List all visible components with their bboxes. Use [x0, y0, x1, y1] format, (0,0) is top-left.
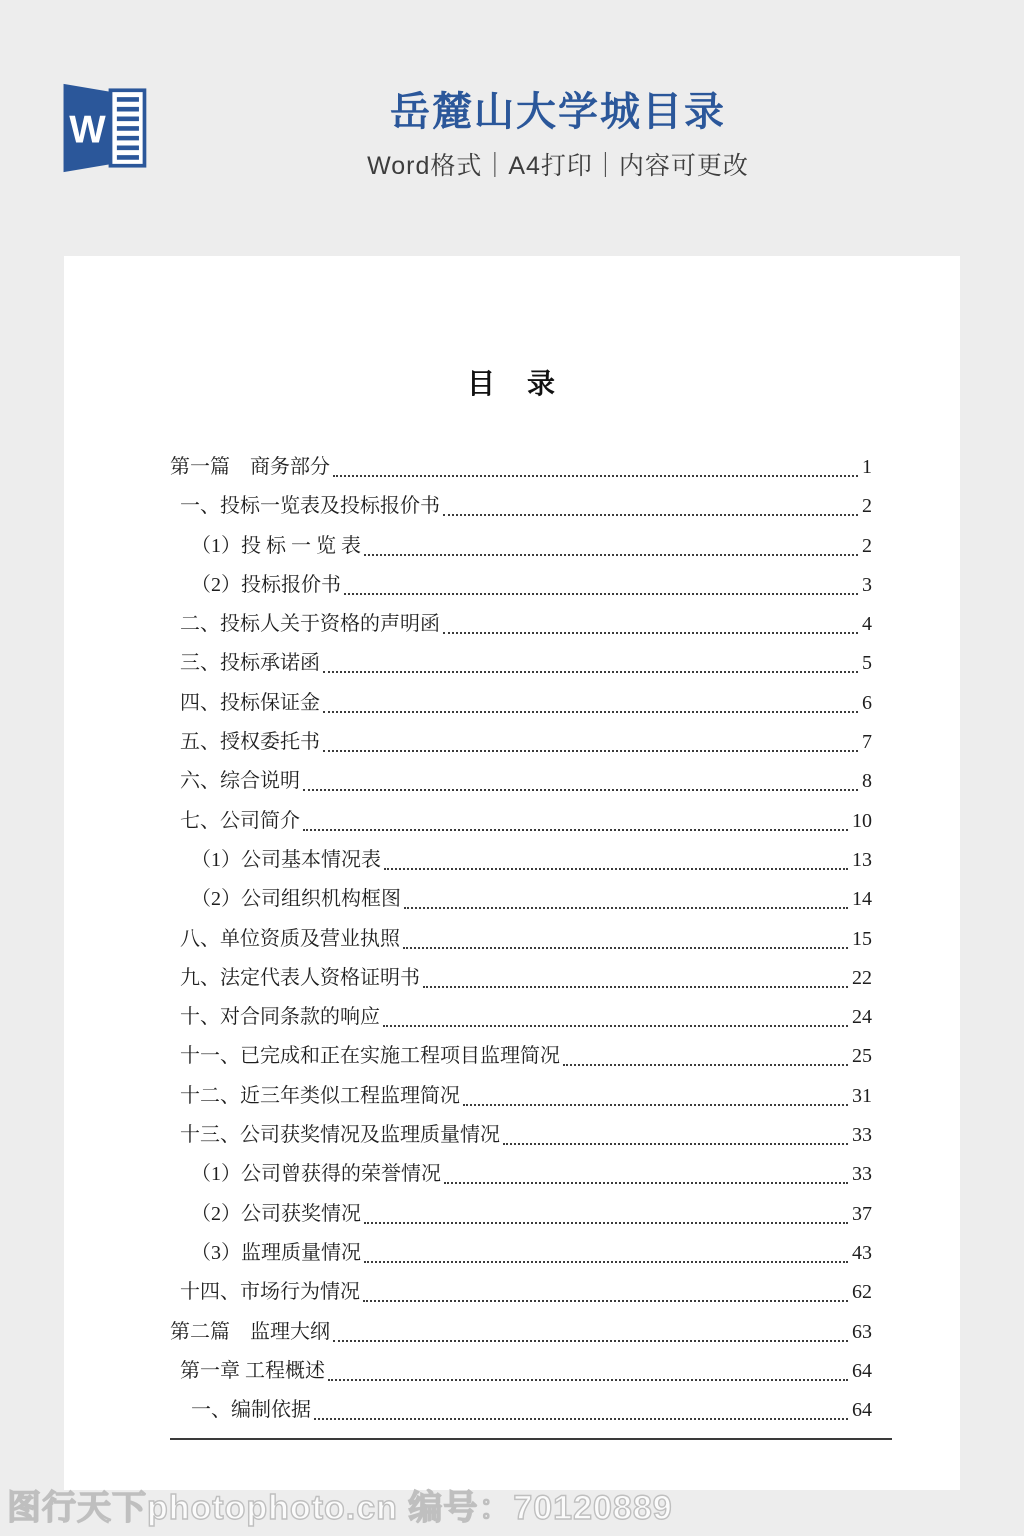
- page-title: 岳麓山大学城目录: [389, 90, 726, 134]
- toc-entry: [170, 1273, 872, 1312]
- footer-separator-line: [170, 1438, 892, 1440]
- toc-entry: [170, 1313, 872, 1352]
- toc-entry-page-number: 8: [862, 770, 872, 793]
- toc-entry-page-number: 5: [862, 652, 872, 675]
- toc-entry-page-number: 37: [852, 1202, 872, 1225]
- watermark-text: 图行天下photophoto.cn 编号：70120889: [7, 1489, 673, 1527]
- toc-entry-page-number: 2: [862, 534, 872, 557]
- toc-entry: [170, 880, 872, 919]
- toc-entry-label: 第一章 工程概述: [180, 1359, 325, 1382]
- toc-entry-label: 十三、公司获奖情况及监理质量情况: [180, 1124, 500, 1147]
- toc-list: [64, 448, 960, 1430]
- toc-entry: [170, 998, 872, 1037]
- toc-entry: [170, 1391, 872, 1430]
- toc-dot-leader: [344, 566, 858, 595]
- toc-entry-page-number: 63: [852, 1320, 872, 1343]
- toc-entry-page-number: 6: [862, 691, 872, 714]
- toc-dot-leader: [444, 1155, 848, 1184]
- toc-dot-leader: [563, 1037, 848, 1066]
- toc-entry-page-number: 64: [852, 1399, 872, 1422]
- toc-entry-label: 六、综合说明: [180, 770, 300, 793]
- toc-dot-leader: [323, 644, 858, 673]
- toc-dot-leader: [333, 448, 858, 477]
- toc-dot-leader: [443, 605, 858, 634]
- toc-entry-page-number: 24: [852, 1006, 872, 1029]
- toc-entry-page-number: 64: [852, 1359, 872, 1382]
- toc-dot-leader: [364, 1234, 848, 1263]
- toc-entry: [170, 1195, 872, 1234]
- toc-entry-label: 七、公司简介: [180, 809, 300, 832]
- toc-entry-page-number: 2: [862, 495, 872, 518]
- toc-entry-label: 五、授权委托书: [180, 731, 320, 754]
- toc-entry: [170, 802, 872, 841]
- toc-entry-label: 八、单位资质及营业执照: [180, 927, 400, 950]
- toc-dot-leader: [463, 1077, 848, 1106]
- toc-entry: [170, 527, 872, 566]
- toc-entry-page-number: 25: [852, 1045, 872, 1068]
- toc-dot-leader: [364, 527, 858, 556]
- toc-entry: [170, 723, 872, 762]
- toc-dot-leader: [323, 684, 858, 713]
- toc-entry-page-number: 15: [852, 927, 872, 950]
- toc-entry-label: 十四、市场行为情况: [180, 1281, 360, 1304]
- toc-heading: 目 录: [466, 369, 557, 400]
- toc-entry-page-number: 33: [852, 1124, 872, 1147]
- toc-entry-page-number: 31: [852, 1084, 872, 1107]
- toc-entry-page-number: 43: [852, 1241, 872, 1264]
- toc-dot-leader: [328, 1352, 848, 1381]
- toc-entry-page-number: 33: [852, 1163, 872, 1186]
- toc-entry: [170, 605, 872, 644]
- toc-dot-leader: [303, 762, 858, 791]
- toc-entry-label: 一、编制依据: [191, 1399, 311, 1422]
- header-banner: [0, 0, 1024, 256]
- page-subtitle: Word格式｜A4打印｜内容可更改: [367, 152, 749, 180]
- toc-entry-page-number: 13: [852, 848, 872, 871]
- toc-dot-leader: [323, 723, 858, 752]
- toc-entry: [170, 1234, 872, 1273]
- toc-entry-page-number: 7: [862, 731, 872, 754]
- toc-entry: [170, 644, 872, 683]
- toc-dot-leader: [503, 1116, 848, 1145]
- toc-entry: [170, 1155, 872, 1194]
- toc-entry-label: 三、投标承诺函: [180, 652, 320, 675]
- toc-dot-leader: [363, 1273, 848, 1302]
- toc-entry-label: （1）公司曾获得的荣誉情况: [191, 1163, 441, 1186]
- toc-dot-leader: [423, 959, 848, 988]
- toc-entry-label: 第二篇 监理大纲: [170, 1320, 330, 1343]
- toc-entry-page-number: 1: [862, 456, 872, 478]
- toc-dot-leader: [314, 1391, 848, 1420]
- toc-entry-page-number: 3: [862, 573, 872, 596]
- toc-dot-leader: [403, 920, 848, 949]
- toc-entry-page-number: 14: [852, 888, 872, 911]
- toc-entry-label: 十二、近三年类似工程监理简况: [180, 1084, 460, 1107]
- toc-entry: [170, 448, 872, 487]
- toc-entry: [170, 841, 872, 880]
- toc-entry: [170, 959, 872, 998]
- header-text: [367, 88, 749, 182]
- toc-entry-label: （2）投标报价书: [191, 573, 341, 596]
- toc-entry: [170, 566, 872, 605]
- toc-entry-label: （3）监理质量情况: [191, 1241, 361, 1264]
- toc-entry-page-number: 10: [852, 809, 872, 832]
- toc-entry: [170, 684, 872, 723]
- toc-entry-page-number: 4: [862, 613, 872, 636]
- toc-entry-label: 一、投标一览表及投标报价书: [180, 495, 440, 518]
- toc-entry: [170, 920, 872, 959]
- toc-entry-label: 九、法定代表人资格证明书: [180, 966, 420, 989]
- toc-dot-leader: [383, 998, 848, 1027]
- toc-entry-page-number: 62: [852, 1281, 872, 1304]
- toc-entry: [170, 1116, 872, 1155]
- toc-entry-label: 十一、已完成和正在实施工程项目监理简况: [180, 1045, 560, 1068]
- word-logo-icon: [58, 82, 150, 174]
- toc-dot-leader: [364, 1195, 848, 1224]
- toc-entry-label: 二、投标人关于资格的声明函: [180, 613, 440, 636]
- toc-dot-leader: [333, 1313, 848, 1342]
- toc-entry: [170, 1352, 872, 1391]
- toc-entry-page-number: 22: [852, 966, 872, 989]
- toc-entry-label: （1）投 标 一 览 表: [191, 534, 361, 557]
- document-page: [64, 256, 960, 1490]
- toc-entry: [170, 487, 872, 526]
- toc-entry-label: 第一篇 商务部分: [170, 456, 330, 478]
- toc-entry-label: 十、对合同条款的响应: [180, 1006, 380, 1029]
- toc-entry: [170, 1037, 872, 1076]
- toc-dot-leader: [384, 841, 848, 870]
- toc-entry: [170, 1077, 872, 1116]
- toc-entry-label: （2）公司获奖情况: [191, 1202, 361, 1225]
- svg-text:W: W: [69, 108, 106, 152]
- toc-entry-label: （2）公司组织机构框图: [191, 888, 401, 911]
- toc-dot-leader: [404, 880, 848, 909]
- toc-entry-label: 四、投标保证金: [180, 691, 320, 714]
- toc-dot-leader: [303, 802, 848, 831]
- toc-entry: [170, 762, 872, 801]
- toc-entry-label: （1）公司基本情况表: [191, 848, 381, 871]
- toc-dot-leader: [443, 487, 858, 516]
